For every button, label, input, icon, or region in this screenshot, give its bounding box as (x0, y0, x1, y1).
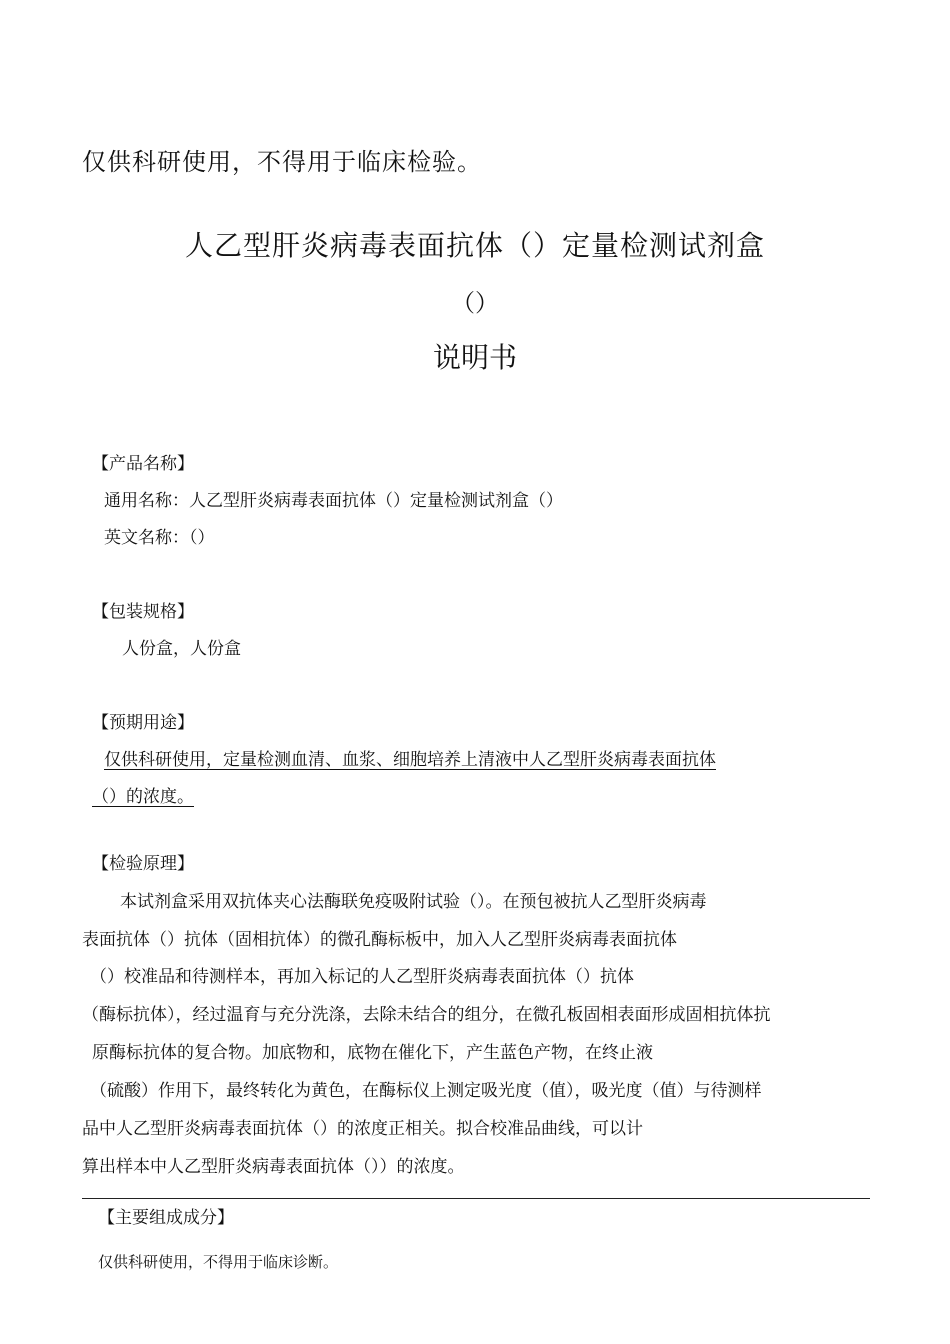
document-title-parenthesis: （） (451, 289, 499, 317)
top-disclaimer: 仅供科研使用，不得用于临床检验。 (82, 148, 482, 176)
common-name-line: 通用名称：人乙型肝炎病毒表面抗体（）定量检测试剂盒（） (104, 491, 563, 511)
principle-line: 原酶标抗体的复合物。加底物和，底物在催化下，产生蓝色产物，在终止液 (92, 1043, 653, 1063)
principle-line: （硫酸）作用下，最终转化为黄色，在酶标仪上测定吸光度（值），吸光度（值）与待测样 (90, 1081, 762, 1101)
footer-disclaimer: 仅供科研使用，不得用于临床诊断。 (98, 1253, 339, 1271)
intended-use-line-2: （）的浓度。 (92, 787, 194, 807)
principle-line: 算出样本中人乙型肝炎病毒表面抗体（））的浓度。 (82, 1157, 465, 1177)
principle-line: （）校准品和待测样本，再加入标记的人乙型肝炎病毒表面抗体（）抗体 (90, 967, 634, 987)
section-heading-intended-use: 【预期用途】 (92, 713, 194, 733)
section-heading-components: 【主要组成成分】 (98, 1208, 234, 1228)
package-spec-text: 人份盒，人份盒 (122, 639, 241, 659)
section-divider (82, 1198, 870, 1199)
principle-line: （酶标抗体），经过温育与充分洗涤，去除未结合的组分，在微孔板固相表面形成固相抗体抗 (82, 1005, 771, 1025)
section-heading-principle: 【检验原理】 (92, 854, 194, 874)
intended-use-line-1: 仅供科研使用，定量检测血清、血浆、细胞培养上清液中人乙型肝炎病毒表面抗体 (104, 750, 716, 770)
principle-line: 品中人乙型肝炎病毒表面抗体（）的浓度正相关。拟合校准品曲线，可以计 (82, 1119, 643, 1139)
document-title: 人乙型肝炎病毒表面抗体（）定量检测试剂盒 (184, 229, 765, 262)
section-heading-package: 【包装规格】 (92, 602, 194, 622)
document-subtitle: 说明书 (432, 341, 517, 374)
english-name-line: 英文名称：（） (104, 528, 215, 548)
principle-line: 表面抗体（）抗体（固相抗体）的微孔酶标板中，加入人乙型肝炎病毒表面抗体 (82, 930, 677, 950)
principle-line: 本试剂盒采用双抗体夹心法酶联免疫吸附试验（）。在预包被抗人乙型肝炎病毒 (120, 892, 707, 912)
section-heading-product-name: 【产品名称】 (92, 454, 194, 474)
